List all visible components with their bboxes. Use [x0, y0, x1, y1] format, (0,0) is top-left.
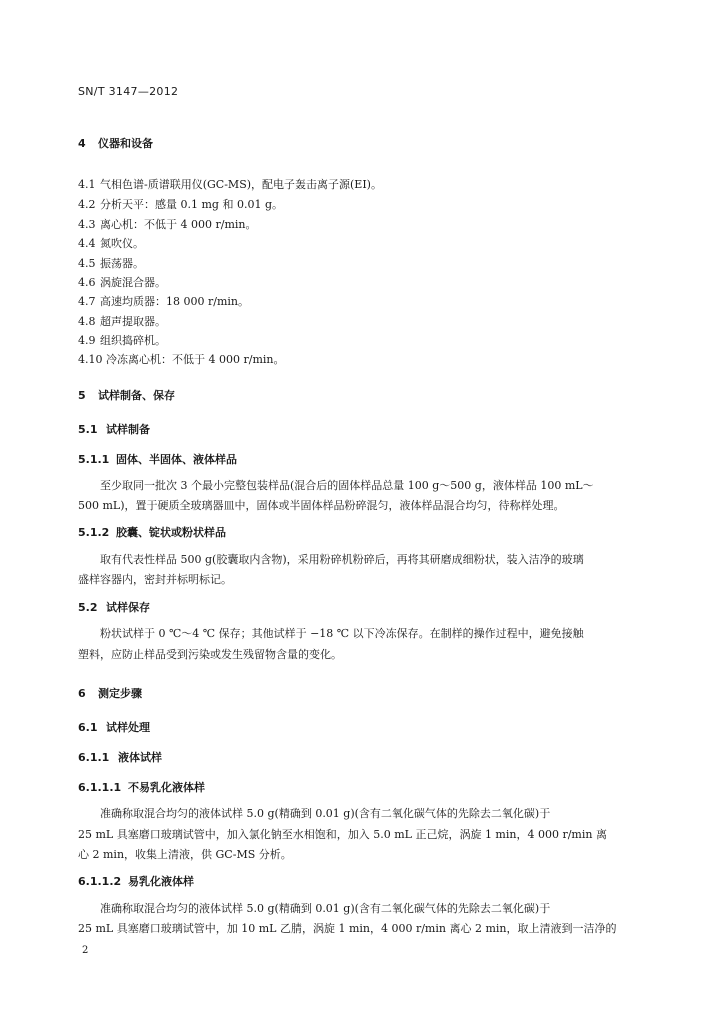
section-title: 测定步骤: [98, 687, 142, 700]
section-6-heading: [78, 685, 142, 701]
list-item: [78, 255, 144, 271]
list-item: [78, 293, 249, 309]
section-title: 固体、半固体、液体样品: [116, 453, 237, 466]
item-number: 4.6: [78, 276, 96, 289]
item-number: 4.7: [78, 295, 96, 308]
paragraph-line: 准确称取混合均匀的液体试样 5.0 g(精确到 0.01 g)(含有二氧化碳气体的先除去二氧化碳)于: [100, 902, 551, 915]
paragraph-line: 塑料，应防止样品受到污染或发生残留物含量的变化。: [78, 648, 342, 661]
section-number: 6.1: [78, 721, 98, 734]
section-number: 5.1.1: [78, 453, 110, 466]
section-number: 4: [78, 137, 86, 150]
subsection-5-1-1-heading: [78, 451, 237, 467]
item-text: 气相色谱-质谱联用仪(GC-MS)，配电子轰击离子源(EI)。: [100, 178, 382, 191]
paragraph-line: 盛样容器内，密封并标明标记。: [78, 573, 232, 586]
subsection-6-1-1-heading: [78, 749, 162, 765]
paragraph-line: 取有代表性样品 500 g(胶囊取内含物)，采用粉碎机粉碎后，再将其研磨成细粉状，装入洁净的玻璃: [100, 553, 584, 566]
list-item: [78, 332, 166, 348]
subsection-6-1-1-2-heading: [78, 873, 194, 889]
list-item: [78, 235, 144, 251]
item-text: 离心机：不低于 4 000 r/min。: [100, 218, 257, 231]
item-number: 4.1: [78, 178, 96, 191]
paragraph-line: 25 mL 具塞磨口玻璃试管中，加 10 mL 乙腈，涡旋 1 min，4 000 r/min 离心 2 min，取上清液到一洁净的: [78, 922, 617, 935]
subsection-6-1-1-1-heading: [78, 779, 205, 795]
paragraph-line: 粉状试样于 0 ℃～4 ℃ 保存；其他试样于 −18 ℃ 以下冷冻保存。在制样的操作过程中，避免接触: [100, 627, 584, 640]
item-number: 4.4: [78, 237, 96, 250]
list-item: [78, 313, 166, 329]
section-number: 6: [78, 687, 86, 700]
list-item: [78, 274, 166, 290]
item-text: 超声提取器。: [100, 315, 166, 328]
list-item: [78, 176, 382, 192]
section-title: 试样制备: [106, 423, 150, 436]
section-title: 胶囊、锭状或粉状样品: [116, 526, 226, 539]
document-code: SN/T 3147—2012: [78, 85, 179, 98]
list-item: [78, 351, 284, 367]
item-text: 分析天平：感量 0.1 mg 和 0.01 g。: [100, 198, 283, 211]
item-text: 冷冻离心机：不低于 4 000 r/min。: [106, 353, 285, 366]
section-number: 5.1: [78, 423, 98, 436]
section-title: 液体试样: [118, 751, 162, 764]
section-title: 试样保存: [106, 601, 150, 614]
section-number: 5: [78, 389, 86, 402]
item-number: 4.8: [78, 315, 96, 328]
section-number: 6.1.1.1: [78, 781, 122, 794]
section-number: 5.2: [78, 601, 98, 614]
section-title: 不易乳化液体样: [128, 781, 205, 794]
section-5-heading: [78, 387, 175, 403]
item-text: 氮吹仪。: [100, 237, 144, 250]
subsection-5-2-heading: [78, 599, 150, 615]
list-item: [78, 196, 283, 212]
section-number: 6.1.1.2: [78, 875, 122, 888]
section-title: 试样处理: [106, 721, 150, 734]
paragraph-line: 心 2 min，收集上清液，供 GC-MS 分析。: [78, 848, 292, 861]
section-number: 5.1.2: [78, 526, 110, 539]
subsection-6-1-heading: [78, 719, 150, 735]
item-number: 4.5: [78, 257, 96, 270]
section-number: 6.1.1: [78, 751, 110, 764]
item-number: 4.2: [78, 198, 96, 211]
item-text: 振荡器。: [100, 257, 144, 270]
item-text: 高速均质器：18 000 r/min。: [100, 295, 249, 308]
section-title: 易乳化液体样: [128, 875, 194, 888]
paragraph-line: 准确称取混合均匀的液体试样 5.0 g(精确到 0.01 g)(含有二氧化碳气体的先除去二氧化碳)于: [100, 807, 551, 820]
section-title: 试样制备、保存: [98, 389, 175, 402]
page-number: 2: [82, 945, 89, 956]
item-number: 4.9: [78, 334, 96, 347]
section-4-heading: [78, 135, 153, 151]
item-number: 4.3: [78, 218, 96, 231]
section-title: 仪器和设备: [98, 137, 153, 150]
subsection-5-1-2-heading: [78, 524, 226, 540]
paragraph-line: 500 mL)，置于硬质全玻璃器皿中，固体或半固体样品粉碎混匀，液体样品混合均匀，待称样处理。: [78, 499, 565, 512]
subsection-5-1-heading: [78, 421, 150, 437]
paragraph-line: 25 mL 具塞磨口玻璃试管中，加入氯化钠至水相饱和，加入 5.0 mL 正己烷，涡旋 1 min，4 000 r/min 离: [78, 828, 607, 841]
item-text: 涡旋混合器。: [100, 276, 166, 289]
item-text: 组织捣碎机。: [100, 334, 166, 347]
item-number: 4.10: [78, 353, 103, 366]
paragraph-line: 至少取同一批次 3 个最小完整包装样品(混合后的固体样品总量 100 g～500 g，液体样品 100 mL～: [100, 479, 594, 492]
list-item: [78, 216, 256, 232]
